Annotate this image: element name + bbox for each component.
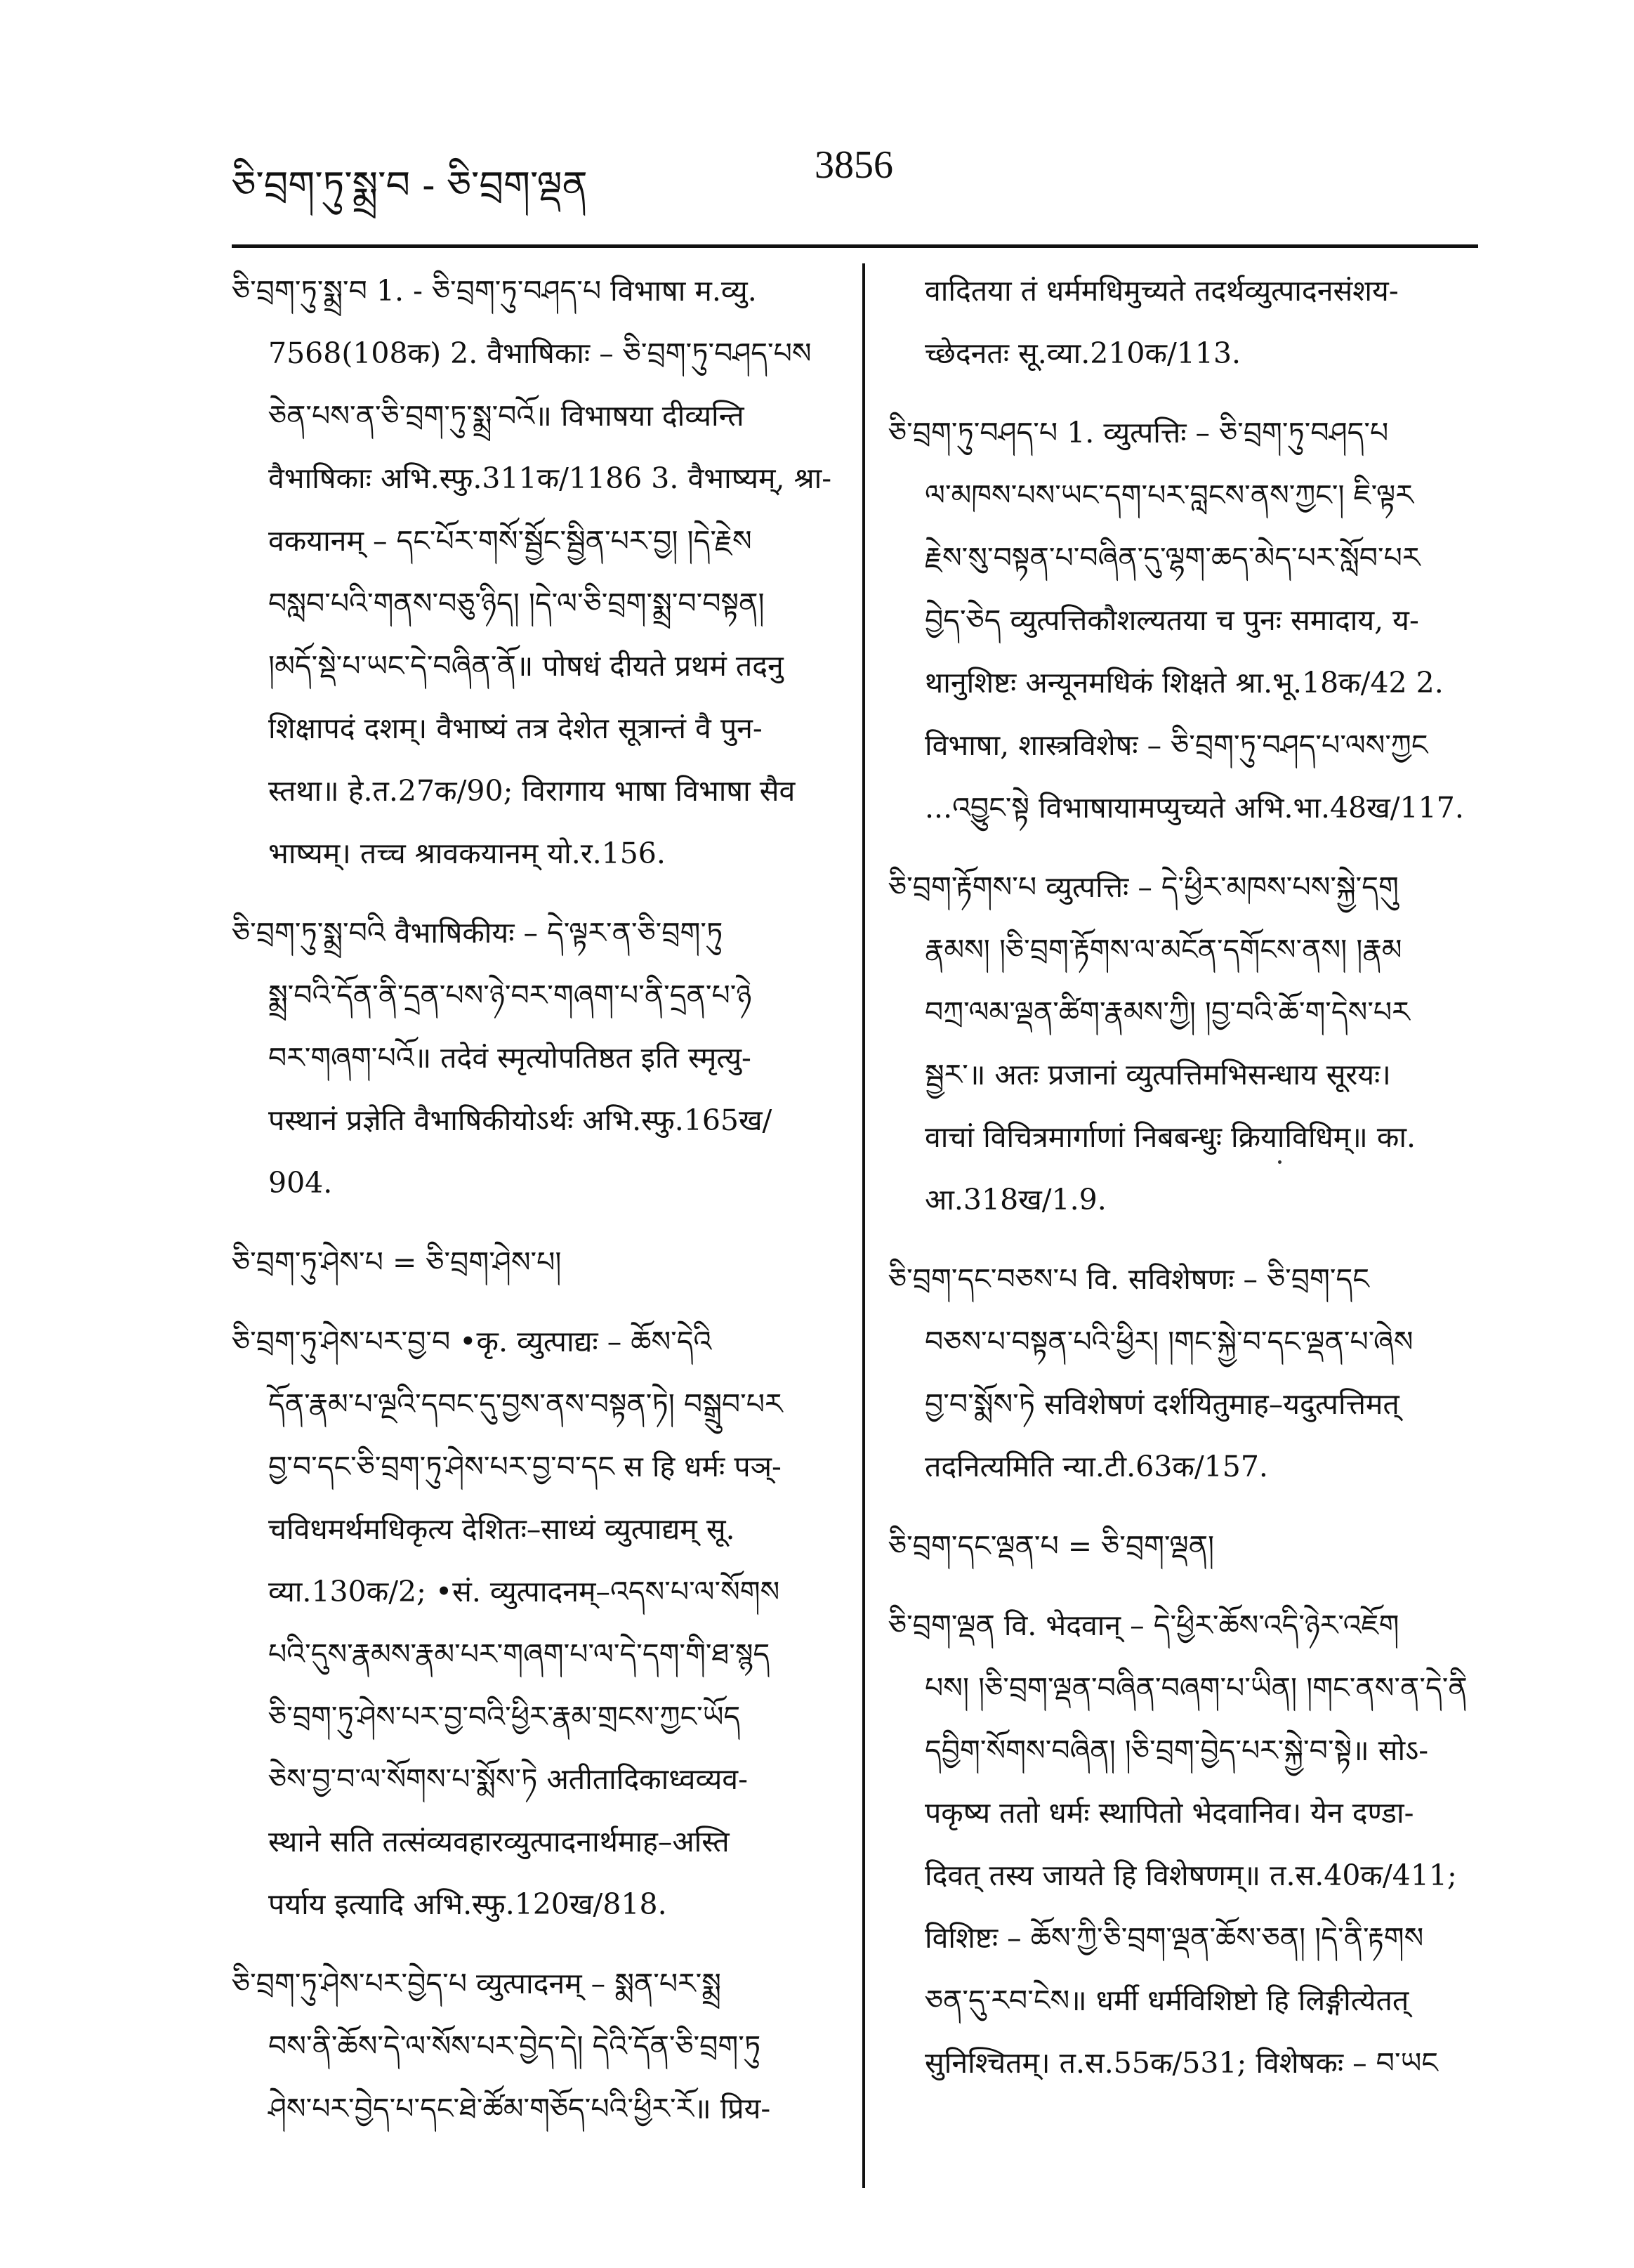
entry-headword-line: ཅི་བྲག་དང་བཅས་པ वि. सविशेषणः – ཅི་བྲག་དང bbox=[888, 1262, 1369, 1296]
page-header bbox=[232, 137, 1439, 207]
entry-text-line: शिक्षापदं दशम्। वैभाष्यं तत्र देशेत सूत्रान्तं वै पुन- bbox=[268, 712, 763, 745]
dictionary-entry bbox=[232, 1953, 836, 2140]
dictionary-entry bbox=[888, 1248, 1492, 1498]
entry-text-line: वैभाषिकाः अभि.स्फु.311क/1186 3. वैभाष्यम्, श्रा- bbox=[268, 461, 832, 495]
entry-headword-line: ཅི་བྲག་ཏུ་བཤད་པ 1. व्युत्पत्तिः – ཅི་བྲག་ཏུ་བཤད་པ bbox=[888, 416, 1389, 450]
speck-mark bbox=[1278, 1160, 1281, 1164]
entry-text-line: वाचां विचित्रमार्गाणां निबबन्धुः क्रियाविधिम्॥ का. bbox=[925, 1120, 1416, 1154]
entry-text-line: དོན་རྣམ་པ་ལྔའི་དབང་དུ་བྱས་ནས་བསྟན་ཏེ། བསྒྲུབ་པར bbox=[268, 1387, 783, 1421]
dictionary-entry bbox=[232, 1311, 836, 1936]
dictionary-entry bbox=[232, 260, 836, 885]
entry-text-line: चविधमर्थमधिकृत्य देशितः–साध्यं व्युत्पाद्यम् सू. bbox=[268, 1512, 735, 1546]
dictionary-entry bbox=[888, 1515, 1492, 1578]
page-number: 3856 bbox=[815, 143, 893, 187]
entry-text-line: ...འབྱུང་སྟེ विभाषायामप्युच्यते अभि.भा.48ख/117. bbox=[925, 791, 1464, 825]
entry-text-line: བསླབ་པའི་གནས་བཅུ་ཉིད། །དེ་ལ་ཅི་བྲག་སྨྲ་བ་བསྟན། bbox=[268, 586, 765, 620]
entry-headword-line: ཅི་བྲག་ཏུ་ཤེས་པ = ཅི་བྲག་ཤེས་པ། bbox=[232, 1245, 562, 1279]
entry-text-line: དབྱིག་སོགས་བཞིན། །ཅི་བྲག་བྱེད་པར་སྐྱེ་བ་སྟེ॥ सोऽ- bbox=[925, 1733, 1429, 1767]
entry-text-line: स्थाने सति तत्संव्यवहारव्युत्पादनार्थमाह–अस्ति bbox=[268, 1825, 730, 1859]
entry-text-line: སྦྱར་॥ अतः प्रजानां व्युत्पत्तिमभिसन्धाय सूरयः। bbox=[925, 1058, 1391, 1092]
entry-text-line: བཀྲ་ལམ་ལྡན་ཚིག་རྣམས་ཀྱི། །བྱ་བའི་ཆོ་ག་དེས་པར bbox=[925, 995, 1410, 1029]
entry-text-line: བར་གཞག་པའོ॥ तदेवं स्मृत्योपतिष्ठत इति स्मृत्यु- bbox=[268, 1041, 751, 1075]
entry-text-line: भाष्यम्। तच्च श्रावकयानम् यो.र.156. bbox=[268, 837, 666, 870]
entry-text-line: स्तथा॥ हे.त.27क/90; विरागाय भाषा विभाषा सैव bbox=[268, 774, 796, 808]
entry-text-line: 7568(108क) 2. वैभाषिकाः – ཅི་བྲག་ཏུ་བཤད་པས bbox=[268, 336, 812, 370]
entry-text-line: विभाषा, शास्त्रविशेषः – ཅི་བྲག་ཏུ་བཤད་པ་ལས་ཀྱང bbox=[925, 728, 1428, 762]
entry-text-line: विशिष्टः – ཆོས་ཀྱི་ཅི་བྲག་ལྡན་ཆོས་ཅན། །དེ་ནི་རྟགས bbox=[925, 1921, 1424, 1955]
entry-text-line: च्छेदनतः सू.व्या.210क/113. bbox=[925, 336, 1241, 370]
entry-text-line: पकृष्य ततो धर्मः स्थापितो भेदवानिव। येन दण्डा- bbox=[925, 1796, 1414, 1830]
entry-text-line: བཅས་པ་བསྟན་པའི་ཕྱིར། །གང་སྐྱེ་བ་དང་ལྡན་པ་ཞེས bbox=[925, 1325, 1414, 1358]
entry-text-line: བྱ་བ་སྨོས་ཏེ सविशेषणं दर्शयितुमाह–यदुत्पत्तिमत् bbox=[925, 1387, 1399, 1421]
entry-text-line: རྗེས་སུ་བསྟན་པ་བཞིན་དུ་ལྷག་ཆད་མེད་པར་སློབ་པར bbox=[925, 541, 1421, 575]
entry-text-line: པའི་དུས་རྣམས་རྣམ་པར་གཞག་པ་ལ་དེ་དག་གི་ཐ་སྙད bbox=[268, 1637, 770, 1671]
entry-headword-line: ཅི་བྲག་ཏུ་ཤེས་པར་བྱེད་པ व्युत्पादनम् – སྨན་པར་སྨྲ bbox=[232, 1967, 721, 2000]
right-column bbox=[888, 260, 1492, 2111]
entry-text-line: རྣམས། །ཅི་བྲག་རྟོགས་ལ་མངོན་དགོངས་ནས། །རྣམ bbox=[925, 933, 1402, 966]
entry-text-line: व्या.130क/2; •सं. व्युत्पादनम्–འདས་པ་ལ་སོགས bbox=[268, 1575, 780, 1608]
entry-headword-line: ཅི་བྲག་དང་ལྡན་པ = ཅི་བྲག་ལྡན། bbox=[888, 1529, 1215, 1563]
entry-text-line: བས་ནི་ཆོས་དེ་ལ་སོས་པར་བྱེད་དེ། དེའི་དོན་ཅི་བྲག་ཏུ bbox=[268, 2029, 761, 2063]
dictionary-entry bbox=[888, 402, 1492, 839]
entry-text-line: ཤེས་པར་བྱེད་པ་དང་ཐེ་ཚོམ་གཅོད་པའི་ཕྱིར་རོ॥ प्रिय- bbox=[268, 2092, 771, 2125]
entry-text-line: ལ་མཁས་པས་ཡང་དག་པར་བླངས་ནས་ཀྱང་། ཇི་ལྟར bbox=[925, 478, 1414, 512]
entry-text-line: པས། །ཅི་བྲག་ལྡན་བཞིན་བཞག་པ་ཡིན། །གང་ནས་ན་དེ་ནི bbox=[925, 1671, 1468, 1705]
entry-text-line: आ.318ख/1.9. bbox=[925, 1183, 1107, 1217]
entry-text-line: ཅེན་པས་ན་ཅི་བྲག་ཏུ་སྨྲ་བའོ॥ विभाषया दीव्यन्ति bbox=[268, 399, 744, 433]
entry-text-line: दिवत् तस्य जायते हि विशेषणम्॥ त.स.40क/411; bbox=[925, 1859, 1457, 1892]
entry-text-line: थानुशिष्टः अन्यूनमधिकं शिक्षते श्रा.भू.18क/42 2. bbox=[925, 666, 1444, 700]
entry-text-line: वकयानम् – དང་པོར་གསོ་སྦྱོང་སྦྱིན་པར་བྱ། །དེ་རྗེས bbox=[268, 524, 752, 558]
left-column bbox=[232, 260, 836, 2157]
entry-headword-line: ཅི་བྲག་རྟོགས་པ व्युत्पत्तिः – དེ་ཕྱིར་མཁས་པས་སྐྱེ་དགུ bbox=[888, 870, 1399, 904]
entry-text-line: 904. bbox=[268, 1166, 333, 1200]
entry-text-line: ཅི་བྲག་ཏུ་ཤེས་པར་བྱ་བའི་ཕྱིར་རྣམ་གྲངས་ཀྱང་ཡོད bbox=[268, 1700, 741, 1733]
entry-text-line: पर्याय इत्यादि अभि.स्फु.120ख/818. bbox=[268, 1887, 667, 1921]
running-head-range: ཅི་བྲག་ཏུ་སྨྲ་བ - ཅི་བྲག་ལྡན bbox=[232, 163, 588, 207]
dictionary-entry bbox=[888, 260, 1492, 385]
entry-text-line: བྱ་བ་དང་ཅི་བྲག་ཏུ་ཤེས་པར་བྱ་བ་དང स हि धर्मः पञ्- bbox=[268, 1450, 782, 1483]
dictionary-entry bbox=[232, 1231, 836, 1294]
entry-text-line: तदनित्यमिति न्या.टी.63क/157. bbox=[925, 1450, 1268, 1483]
entry-text-line: སྨྲ་བའི་དོན་ནི་དྲན་པས་ཉེ་བར་གཞག་པ་ནི་དྲན་པ་ཉེ bbox=[268, 978, 752, 1012]
dictionary-entry bbox=[888, 856, 1492, 1231]
entry-headword-line: ཅི་བྲག་ལྡན वि. भेदवान् – དེ་ཕྱིར་ཆོས་འདི་ཉེར་འཇོག bbox=[888, 1608, 1399, 1642]
entry-text-line: ཅེས་བྱ་བ་ལ་སོགས་པ་སྨོས་ཏེ अतीतादिकाध्वव्यव- bbox=[268, 1762, 748, 1796]
entry-headword-line: ཅི་བྲག་ཏུ་སྨྲ་བ 1. - ཅི་བྲག་ཏུ་བཤད་པ विभाषा म.व्यु. bbox=[232, 274, 757, 308]
entry-text-line: །མདོ་སྡེ་པ་ཡང་དེ་བཞིན་ནོ॥ पोषधं दीयते प्रथमं तदनु bbox=[268, 649, 784, 683]
entry-text-line: पस्थानं प्रज्ञेति वैभाषिकीयोऽर्थः अभि.स्फु.165ख/ bbox=[268, 1103, 772, 1137]
header-rule bbox=[232, 244, 1478, 248]
entry-text-line: བྱེད་ཅེད व्युत्पत्तिकौशल्यतया च पुनः समादाय, य- bbox=[925, 603, 1419, 637]
dictionary-entry bbox=[888, 1594, 1492, 2095]
entry-text-line: सुनिश्चितम्। त.स.55क/531; विशेषकः – བ་ཡང bbox=[925, 2046, 1438, 2080]
entry-headword-line: ཅི་བྲག་ཏུ་ཤེས་པར་བྱ་བ •कृ. व्युत्पाद्यः – ཆོས་དེའི bbox=[232, 1325, 712, 1358]
column-divider bbox=[862, 263, 865, 2188]
entry-text-line: ཅན་དུ་རབ་ངེས॥ धर्मी धर्मविशिष्टो हि लिङ्गीत्येतत् bbox=[925, 1984, 1409, 2017]
entry-headword-line: ཅི་བྲག་ཏུ་སྨྲ་བའི वैभाषिकीयः – དེ་ལྟར་ན་ཅི་བྲག་ཏུ bbox=[232, 916, 723, 950]
dictionary-entry bbox=[232, 902, 836, 1214]
entry-text-line: वादितया तं धर्ममधिमुच्यते तदर्थव्युत्पादनसंशय- bbox=[925, 274, 1399, 308]
